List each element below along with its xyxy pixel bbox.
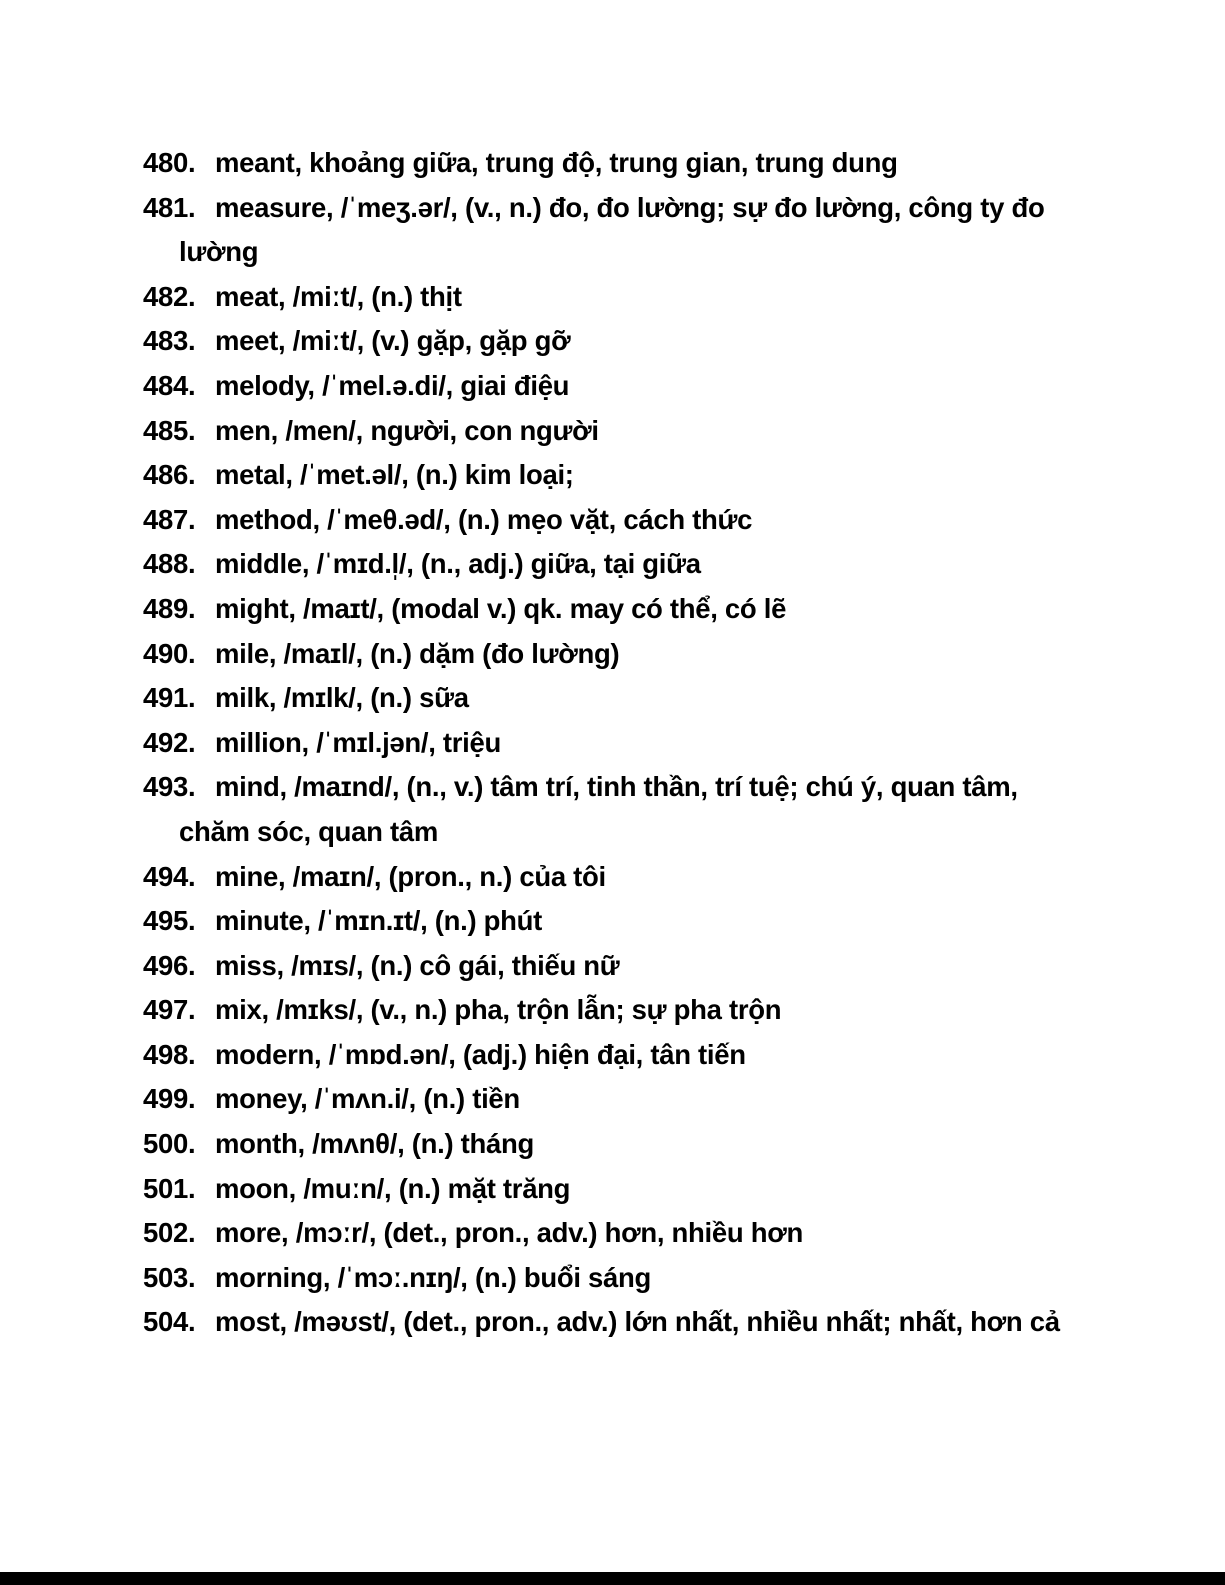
- entry-text: mix, /mɪks/, (v., n.) pha, trộn lẫn; sự pha trộn: [215, 994, 782, 1026]
- entry-text: melody, /ˈmel.ə.di/, giai điệu: [215, 369, 570, 401]
- entry-text: million, /ˈmɪl.jən/, triệu: [215, 726, 502, 758]
- entry-number: 498.: [143, 1038, 196, 1070]
- list-item: [143, 899, 1083, 944]
- entry-text: middle, /ˈmɪd.l̩/, (n., adj.) giữa, tại giữa: [215, 548, 701, 580]
- list-item: [143, 721, 1083, 766]
- list-item: [143, 1256, 1083, 1301]
- entry-text: most, /məʊst/, (det., pron., adv.) lớn nhất, nhiều nhất; nhất, hơn cả: [215, 1306, 1060, 1338]
- list-item: [143, 587, 1083, 632]
- entry-text: meant, khoảng giữa, trung độ, trung gian, trung dung: [215, 147, 898, 178]
- entry-text: money, /ˈmʌn.i/, (n.) tiền: [215, 1083, 520, 1115]
- entry-number: 486.: [143, 459, 196, 491]
- entry-number: 483.: [143, 325, 196, 357]
- list-item: [143, 632, 1083, 677]
- entry-text: morning, /ˈmɔː.nɪŋ/, (n.) buổi sáng: [215, 1261, 652, 1293]
- list-item: [143, 409, 1083, 454]
- entry-text: month, /mʌnθ/, (n.) tháng: [215, 1128, 534, 1160]
- entry-number: 499.: [143, 1083, 196, 1115]
- entry-number: 491.: [143, 682, 196, 714]
- entry-number: 481.: [143, 191, 196, 223]
- entry-number: 501.: [143, 1172, 196, 1204]
- list-item: [143, 1167, 1083, 1212]
- entry-number: 504.: [143, 1306, 196, 1338]
- entry-number: 480.: [143, 147, 196, 178]
- entry-number: 503.: [143, 1261, 196, 1293]
- entry-number: 489.: [143, 592, 196, 624]
- vocabulary-list: [143, 141, 1083, 1345]
- list-item: [143, 944, 1083, 989]
- list-item: [143, 186, 1083, 275]
- entry-text: might, /maɪt/, (modal v.) qk. may có thể, có lẽ: [215, 592, 787, 624]
- entry-number: 500.: [143, 1128, 196, 1160]
- entry-number: 492.: [143, 726, 196, 758]
- entry-text: mind, /maɪnd/, (n., v.) tâm trí, tinh thần, trí tuệ; chú ý, quan tâm, chăm sóc, quan tâm: [179, 771, 1018, 847]
- list-item: [143, 855, 1083, 900]
- list-item: [143, 1033, 1083, 1078]
- entry-text: milk, /mɪlk/, (n.) sữa: [215, 682, 469, 714]
- entry-number: 493.: [143, 771, 196, 803]
- entry-text: metal, /ˈmet.əl/, (n.) kim loại;: [215, 459, 574, 491]
- list-item: [143, 542, 1083, 587]
- entry-number: 497.: [143, 994, 196, 1026]
- entry-number: 496.: [143, 949, 196, 981]
- entry-text: men, /men/, người, con người: [215, 414, 599, 446]
- entry-number: 485.: [143, 414, 196, 446]
- entry-text: mine, /maɪn/, (pron., n.) của tôi: [215, 860, 606, 892]
- list-item: [143, 319, 1083, 364]
- entry-number: 484.: [143, 369, 196, 401]
- entry-number: 490.: [143, 637, 196, 669]
- entry-text: mile, /maɪl/, (n.) dặm (đo lường): [215, 637, 620, 669]
- list-item: [143, 1211, 1083, 1256]
- entry-text: miss, /mɪs/, (n.) cô gái, thiếu nữ: [215, 949, 620, 981]
- entry-text: modern, /ˈmɒd.ən/, (adj.) hiện đại, tân tiến: [215, 1038, 746, 1070]
- entry-text: minute, /ˈmɪn.ɪt/, (n.) phút: [215, 905, 543, 937]
- entry-number: 482.: [143, 280, 196, 312]
- entry-text: moon, /muːn/, (n.) mặt trăng: [215, 1172, 571, 1204]
- list-item: [143, 141, 1083, 186]
- entry-number: 502.: [143, 1217, 196, 1249]
- entry-number: 494.: [143, 860, 196, 892]
- page-bottom-border: [0, 1572, 1225, 1585]
- entry-text: measure, /ˈmeʒ.ər/, (v., n.) đo, đo lường; sự đo lường, công ty đo lường: [179, 191, 1045, 268]
- list-item: [143, 453, 1083, 498]
- list-item: [143, 498, 1083, 543]
- list-item: [143, 275, 1083, 320]
- entry-text: method, /ˈmeθ.əd/, (n.) mẹo vặt, cách thức: [215, 503, 753, 535]
- entry-text: more, /mɔːr/, (det., pron., adv.) hơn, nhiều hơn: [215, 1217, 803, 1249]
- list-item: [143, 1122, 1083, 1167]
- entry-number: 487.: [143, 503, 196, 535]
- entry-number: 488.: [143, 548, 196, 580]
- entry-text: meet, /miːt/, (v.) gặp, gặp gỡ: [215, 325, 571, 357]
- list-item: [143, 765, 1083, 854]
- list-item: [143, 1077, 1083, 1122]
- entry-number: 495.: [143, 905, 196, 937]
- entry-text: meat, /miːt/, (n.) thịt: [215, 280, 462, 312]
- list-item: [143, 1300, 1083, 1345]
- list-item: [143, 364, 1083, 409]
- list-item: [143, 676, 1083, 721]
- list-item: [143, 988, 1083, 1033]
